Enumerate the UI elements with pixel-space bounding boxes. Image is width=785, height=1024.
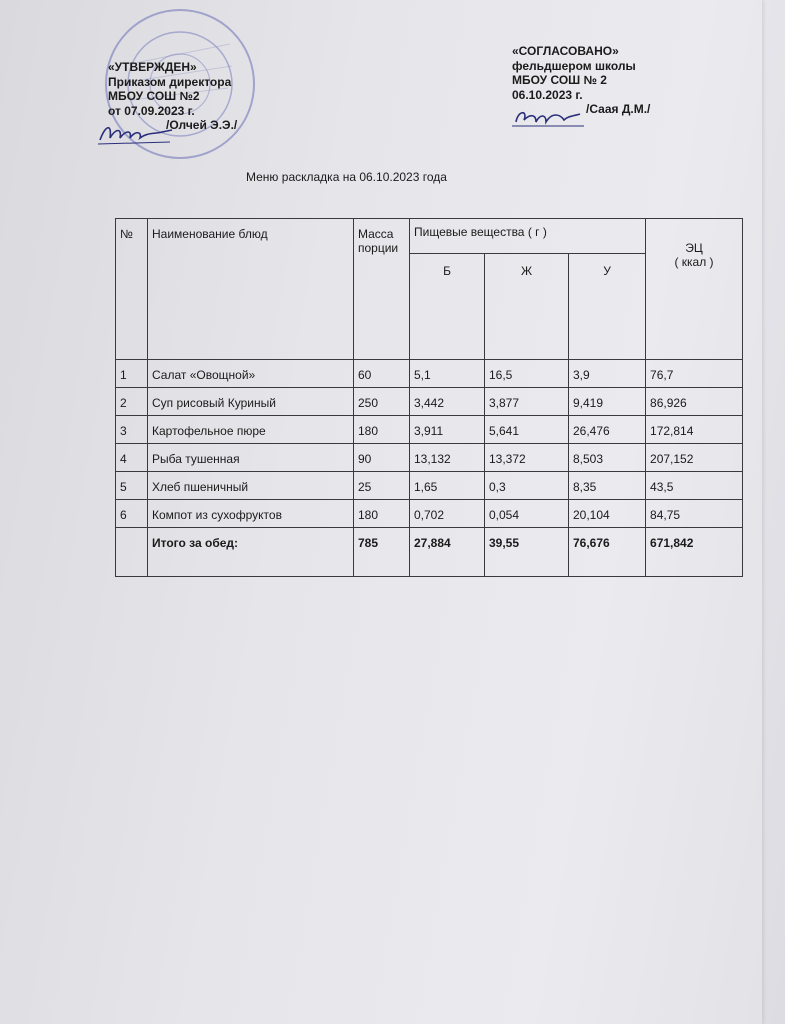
row-mass: 25 — [354, 472, 410, 500]
agreed-heading: «СОГЛАСОВАНО» — [512, 44, 619, 58]
table-row — [116, 472, 743, 500]
row-zh: 5,641 — [485, 416, 569, 444]
agreed-signer: /Саая Д.М./ — [586, 102, 651, 116]
header-mass-line1: Масса — [358, 227, 394, 241]
row-num: 2 — [116, 388, 148, 416]
header-mass-line2: порции — [358, 241, 399, 255]
approved-signer: /Олчей Э.Э./ — [166, 118, 238, 132]
total-b: 27,884 — [410, 528, 485, 577]
row-ec: 84,75 — [646, 500, 743, 528]
row-b: 5,1 — [410, 360, 485, 388]
row-zh: 0,3 — [485, 472, 569, 500]
row-b: 3,442 — [410, 388, 485, 416]
approved-heading: «УТВЕРЖДЕН» — [108, 60, 197, 74]
row-name: Салат «Овощной» — [148, 360, 354, 388]
row-ec: 86,926 — [646, 388, 743, 416]
header-mass — [354, 219, 410, 360]
header-energy-line2: ( ккал ) — [674, 255, 714, 269]
row-u: 8,35 — [569, 472, 646, 500]
row-name: Рыба тушенная — [148, 444, 354, 472]
total-row — [116, 528, 743, 577]
header-name: Наименование блюд — [148, 219, 354, 360]
row-ec: 172,814 — [646, 416, 743, 444]
document-title: Меню раскладка на 06.10.2023 года — [246, 170, 447, 184]
agreed-by: фельдшером школы — [512, 58, 636, 73]
menu-table — [115, 218, 743, 577]
approved-order: Приказом директора — [108, 74, 232, 89]
approved-school: МБОУ СОШ №2 — [108, 89, 200, 103]
row-mass: 180 — [354, 500, 410, 528]
approved-block — [108, 60, 237, 133]
row-mass: 180 — [354, 416, 410, 444]
row-u: 9,419 — [569, 388, 646, 416]
row-num: 3 — [116, 416, 148, 444]
total-zh: 39,55 — [485, 528, 569, 577]
total-num — [116, 528, 148, 577]
row-zh: 16,5 — [485, 360, 569, 388]
header-b: Б — [410, 254, 485, 360]
row-num: 4 — [116, 444, 148, 472]
row-mass: 90 — [354, 444, 410, 472]
total-mass: 785 — [354, 528, 410, 577]
approved-date: от 07.09.2023 г. — [108, 103, 195, 118]
row-name: Суп рисовый Куриный — [148, 388, 354, 416]
table-row — [116, 444, 743, 472]
row-mass: 250 — [354, 388, 410, 416]
row-mass: 60 — [354, 360, 410, 388]
row-name: Компот из сухофруктов — [148, 500, 354, 528]
agreed-date: 06.10.2023 г. — [512, 87, 583, 102]
table-row — [116, 388, 743, 416]
row-u: 26,476 — [569, 416, 646, 444]
row-name: Хлеб пшеничный — [148, 472, 354, 500]
row-num: 1 — [116, 360, 148, 388]
header-nutrients: Пищевые вещества ( г ) — [410, 219, 646, 254]
row-num: 5 — [116, 472, 148, 500]
row-zh: 13,372 — [485, 444, 569, 472]
row-ec: 207,152 — [646, 444, 743, 472]
table-row — [116, 500, 743, 528]
table-row — [116, 360, 743, 388]
header-energy-line1: ЭЦ — [685, 241, 703, 255]
row-ec: 43,5 — [646, 472, 743, 500]
total-u: 76,676 — [569, 528, 646, 577]
row-ec: 76,7 — [646, 360, 743, 388]
header-u: У — [569, 254, 646, 360]
table-row — [116, 416, 743, 444]
row-b: 13,132 — [410, 444, 485, 472]
row-name: Картофельное пюре — [148, 416, 354, 444]
row-u: 3,9 — [569, 360, 646, 388]
row-num: 6 — [116, 500, 148, 528]
header-num: № — [116, 219, 148, 360]
row-u: 20,104 — [569, 500, 646, 528]
row-b: 0,702 — [410, 500, 485, 528]
header-energy — [646, 219, 743, 360]
agreed-school: МБОУ СОШ № 2 — [512, 73, 607, 87]
header-zh: Ж — [485, 254, 569, 360]
row-b: 1,65 — [410, 472, 485, 500]
row-b: 3,911 — [410, 416, 485, 444]
agreed-block — [512, 44, 650, 117]
row-u: 8,503 — [569, 444, 646, 472]
total-ec: 671,842 — [646, 528, 743, 577]
row-zh: 0,054 — [485, 500, 569, 528]
row-zh: 3,877 — [485, 388, 569, 416]
total-label: Итого за обед: — [148, 528, 354, 577]
